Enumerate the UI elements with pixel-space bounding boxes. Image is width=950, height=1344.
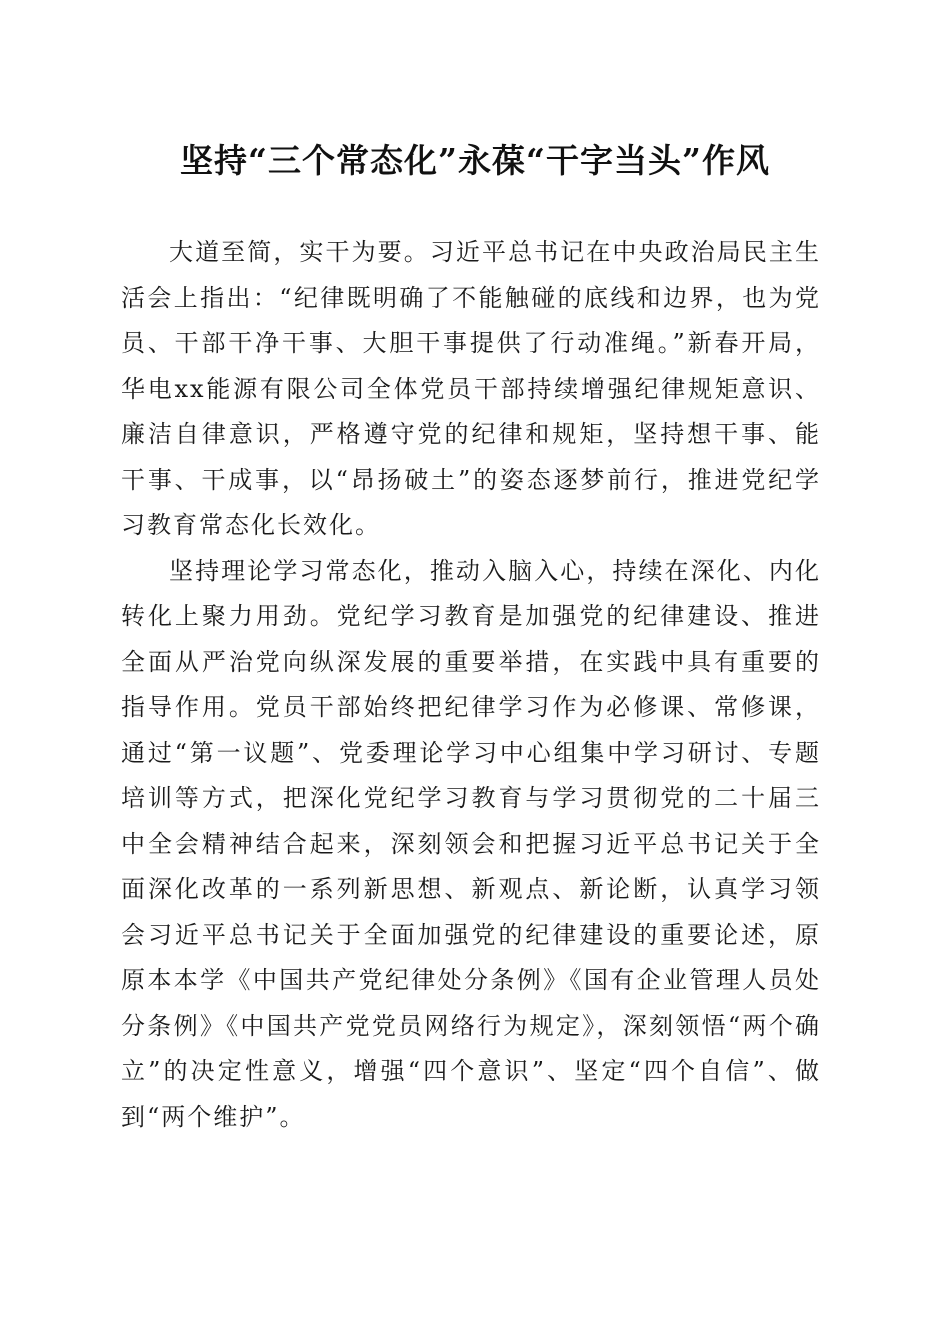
document-body	[121, 230, 821, 1140]
paragraph-theory-study: 坚持理论学习常态化，推动入脑入心，持续在深化、内化转化上聚力用劲。党纪学习教育是加强党的纪律建设、推进全面从严治党向纵深发展的重要举措，在实践中具有重要的指导作用。党员干部始终把纪律学习作为必修课、常修课，通过“第一议题”、党委理论学习中心组集中学习研讨、专题培训等方式，把深化党纪学习教育与学习贯彻党的二十届三中全会精神结合起来，深刻领会和把握习近平总书记关于全面深化改革的一系列新思想、新观点、新论断，认真学习领会习近平总书记关于全面加强党的纪律建设的重要论述，原原本本学《中国共产党纪律处分条例》《国有企业管理人员处分条例》《中国共产党党员网络行为规定》，深刻领悟“两个确立”的决定性意义，增强“四个意识”、坚定“四个自信”、做到“两个维护”。	[121, 556, 821, 1131]
document-title: 坚持“三个常态化”永葆“干字当头”作风	[180, 141, 770, 180]
paragraph-intro: 大道至简，实干为要。习近平总书记在中央政治局民主生活会上指出：“纪律既明确了不能触碰的底线和边界，也为党员、干部干净干事、大胆干事提供了行动准绳。”新春开局，华电xx能源有限公司全体党员干部持续增强纪律规矩意识、廉洁自律意识，严格遵守党的纪律和规矩，坚持想干事、能干事、干成事，以“昂扬破土”的姿态逐梦前行，推进党纪学习教育常态化长效化。	[121, 238, 821, 539]
